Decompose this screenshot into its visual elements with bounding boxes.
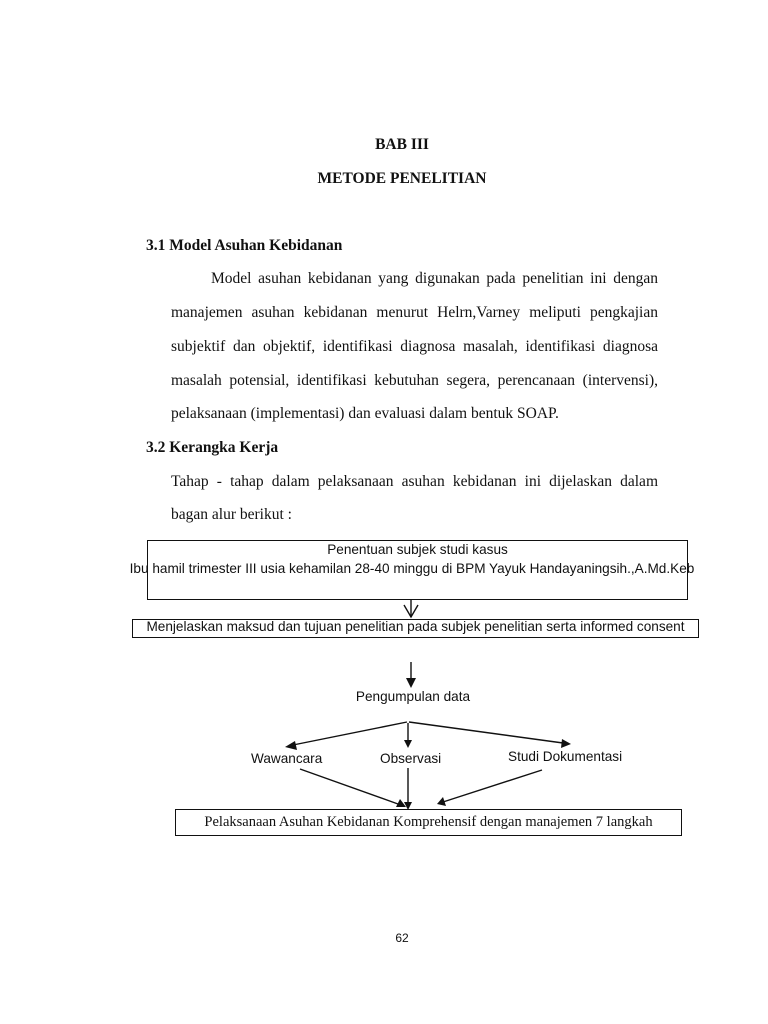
arrowhead (404, 740, 412, 748)
arrowhead (285, 741, 297, 750)
arrow-node-to-interview (293, 722, 407, 745)
paragraph-line: bagan alur berikut : (171, 506, 292, 523)
chapter-number: BAB III (375, 136, 429, 153)
box-informed-consent-text: Menjelaskan maksud dan tujuan penelitian pada subjek penelitian serta informed consent (146, 619, 685, 634)
arrow-documentation-to-box4 (443, 770, 542, 802)
paragraph-line: Tahap - tahap dalam pelaksanaan asuhan kebidanan ini dijelaskan dalam (171, 473, 658, 490)
box-implementation-text: Pelaksanaan Asuhan Kebidanan Komprehensif dengan manajemen 7 langkah (204, 814, 653, 830)
paragraph-line: manajemen asuhan kebidanan menurut Helrn,Varney meliputi pengkajian (171, 304, 658, 321)
arrow-interview-to-box4 (300, 769, 398, 804)
paragraph-line: pelaksanaan (implementasi) dan evaluasi dalam bentuk SOAP. (171, 405, 559, 422)
node-data-collection: Pengumpulan data (355, 689, 471, 704)
arrow-node-to-documentation (409, 722, 563, 743)
section-heading-3-2: 3.2 Kerangka Kerja (146, 439, 279, 456)
method-interview: Wawancara (251, 751, 323, 766)
method-documentation: Studi Dokumentasi (508, 749, 623, 764)
arrowhead (561, 739, 571, 748)
paragraph-line: subjektif dan objektif, identifikasi diagnosa masalah, identifikasi diagnosa (171, 338, 658, 355)
section-heading-3-1: 3.1 Model Asuhan Kebidanan (146, 237, 343, 254)
paragraph-line: Model asuhan kebidanan yang digunakan pada penelitian ini dengan (211, 270, 658, 287)
paragraph-line: masalah potensial, identifikasi kebutuhan segera, perencanaan (intervensi), (171, 372, 658, 389)
box-subject-title: Penentuan subjek studi kasus (327, 542, 508, 557)
chapter-title: METODE PENELITIAN (317, 170, 487, 187)
arrowhead (406, 678, 416, 688)
page-number: 62 (395, 931, 409, 945)
box-subject-text: Ibu hamil trimester III usia kehamilan 28-40 minggu di BPM Yayuk Handayaningsih.,A.Md.Keb (129, 561, 695, 576)
method-observation: Observasi (380, 751, 442, 766)
